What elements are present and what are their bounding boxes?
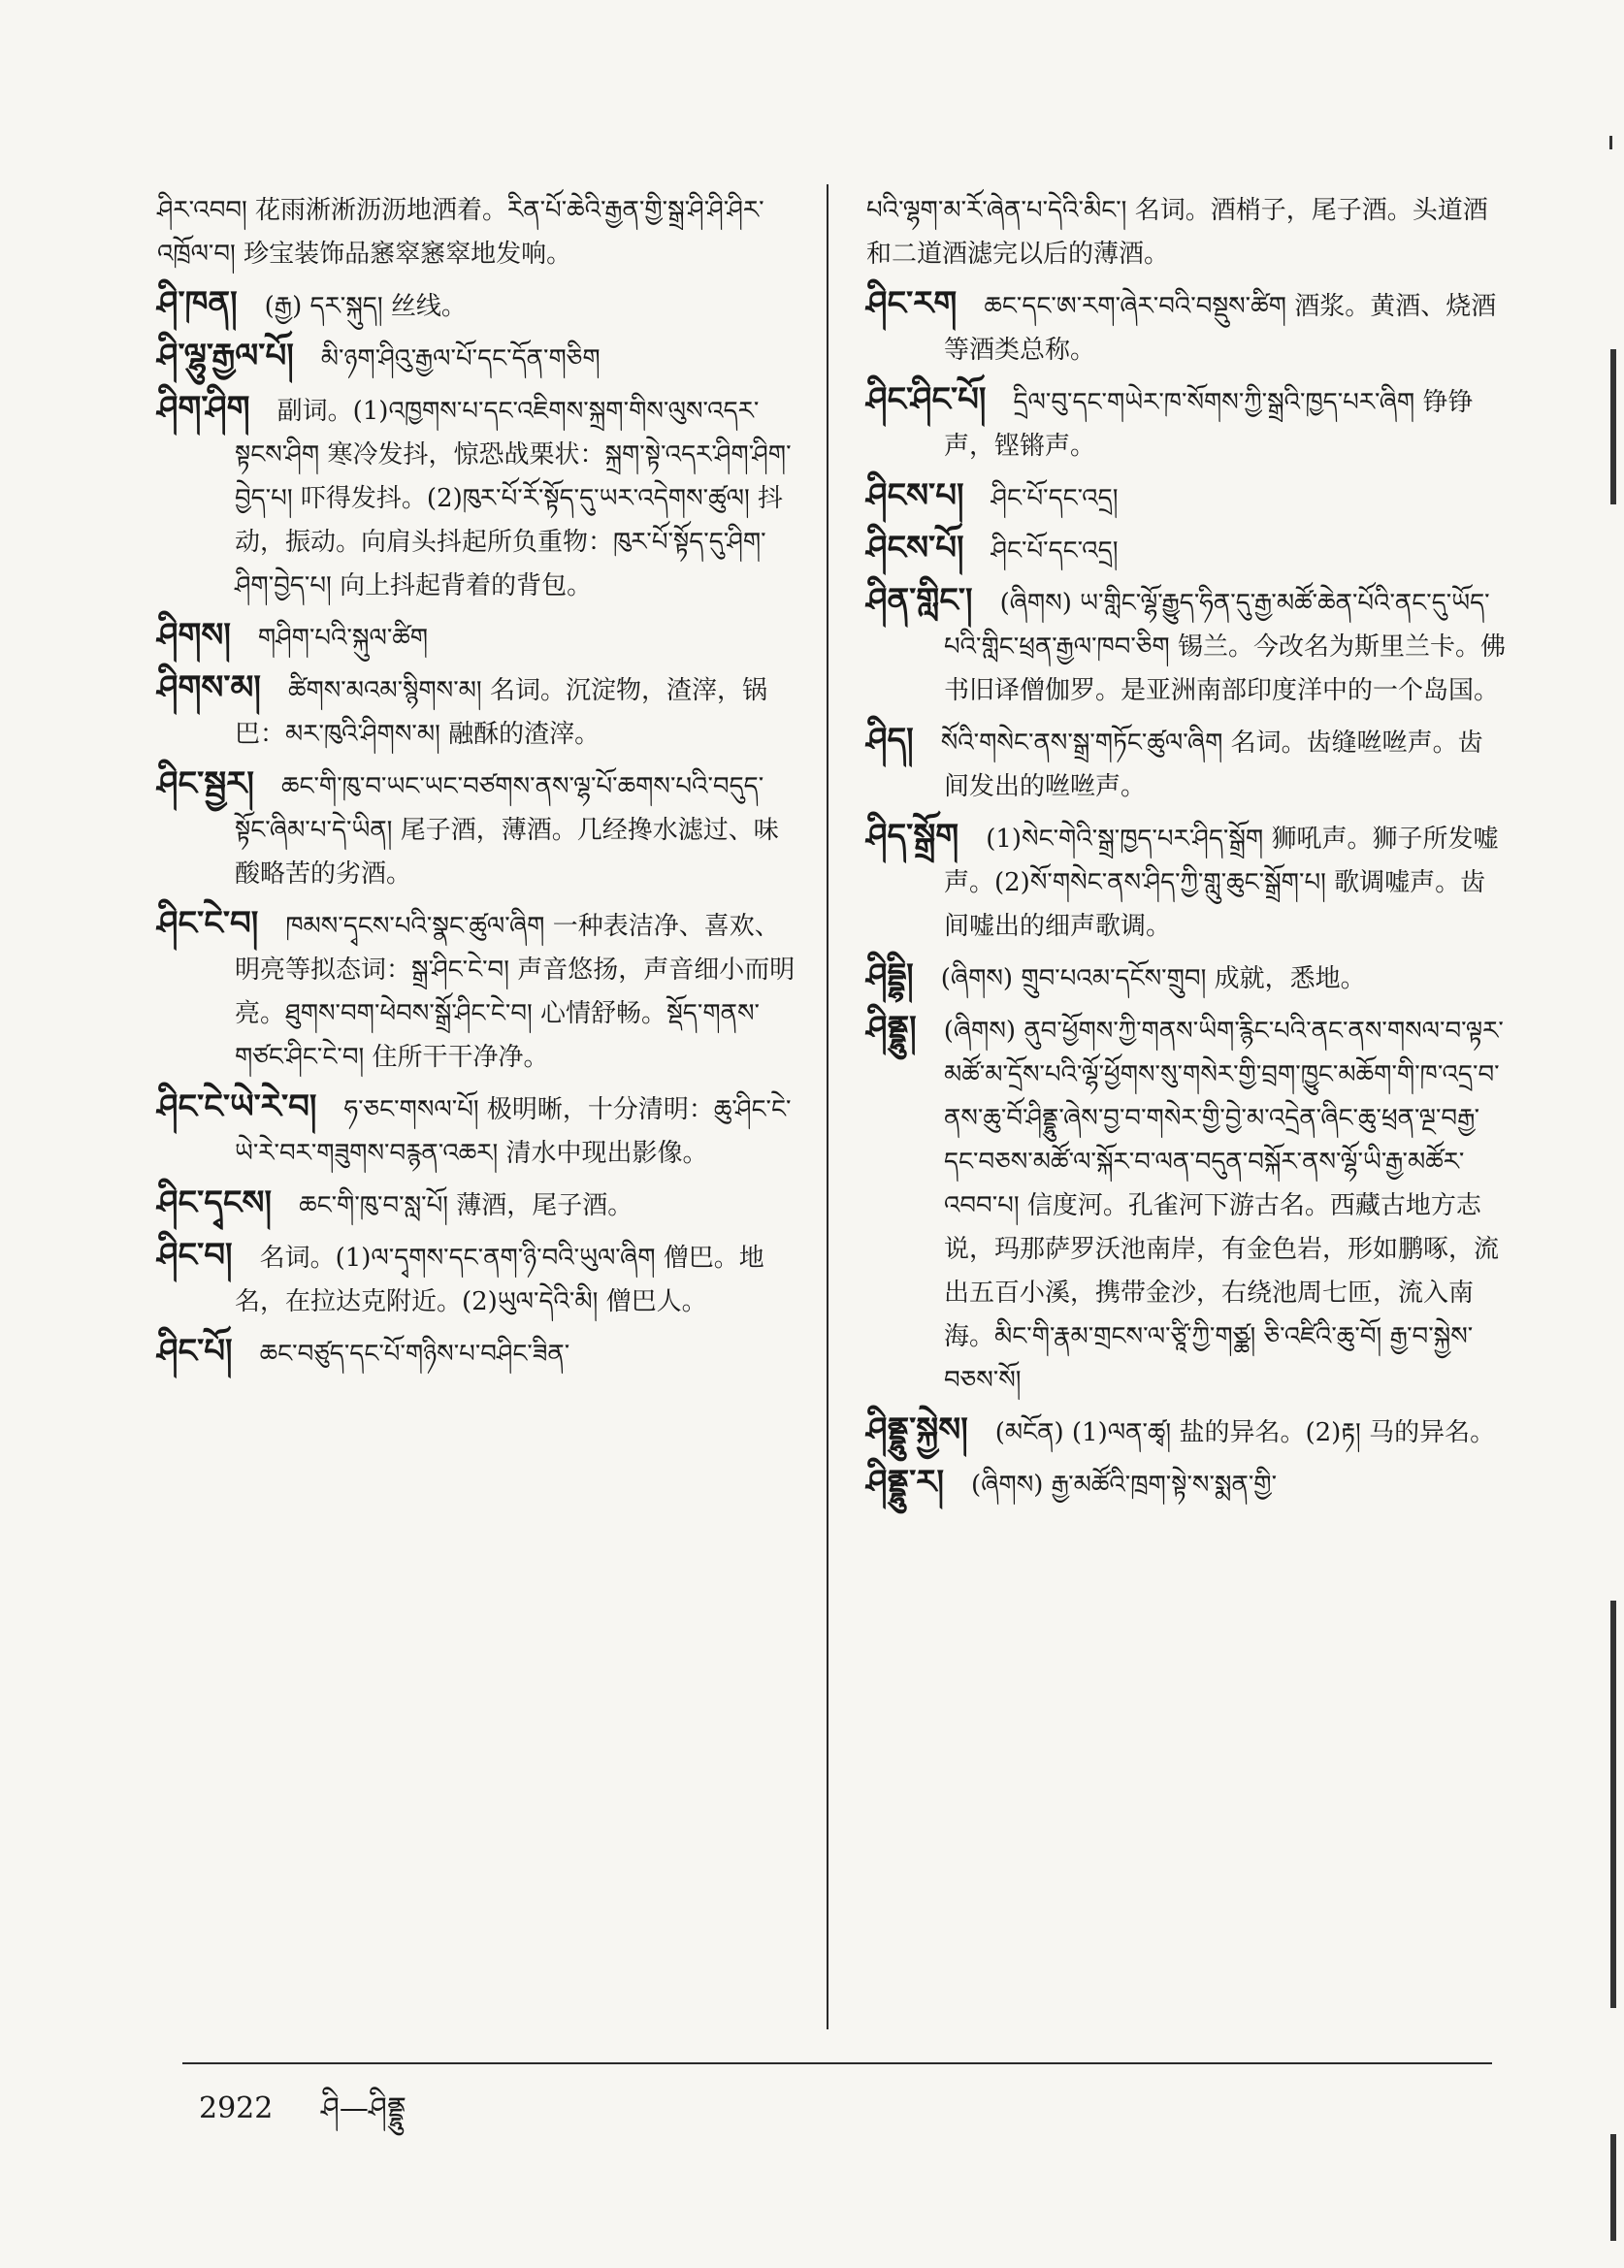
- entry-definition: (མངོན) (1)ལན་ཚྭ། 盐的异名。(2)རྟ། 马的异名。: [994, 1418, 1496, 1447]
- entry-headword: ཤིང་ཤིང་པོ།: [866, 380, 987, 419]
- dictionary-entry: [157, 902, 797, 1080]
- dictionary-entry: [157, 762, 797, 896]
- entry-definition: (ཞིགས) ཡ་གླིང་ལྷོ་རྒྱུད་ཧིན་དུ་རྒྱ་མཚོ་ཆེན་པོའི་ནང་དུ་ཡོད་པའི་གླིང་ཕྲན་རྒྱལ་ཁབ་ཅིག 锡兰。今改名为斯里兰卡。佛书旧译僧伽罗。是亚洲南部印度洋中的一个岛国。: [944, 589, 1506, 705]
- dictionary-entry: [866, 719, 1507, 809]
- entry-definition: ཚིགས་མའམ་སྙིགས་མ། 名词。沉淀物，渣滓，锅巴：མར་ཁུའི་ཤིགས་མ། 融酥的渣滓。: [235, 676, 767, 749]
- dictionary-entry: [866, 1409, 1507, 1455]
- dictionary-entry: [157, 335, 797, 381]
- dictionary-entry: [157, 666, 797, 757]
- entry-definition: 副词。(1)འཁྱགས་པ་དང་འཇིགས་སྐྲག་གིས་ལུས་འདར་སྟངས་ཤིག 寒冷发抖，惊恐战栗状：སྐྲག་སྟེ་འདར་ཤིག་ཤིག་བྱེད་པ། 吓得发抖。(2)ཁུར་པོ་རོ་སྟོད་དུ་ཡར་འདེགས་ཚུལ། 抖动，振动。向肩头抖起所负重物：ཁུར་པོ་སྟོད་དུ་ཤིག་ཤིག་བྱེད་པ། 向上抖起背着的背包。: [235, 397, 792, 600]
- entry-headword: ཤི་ཁན།: [157, 284, 238, 323]
- dictionary-entry: [157, 1085, 797, 1176]
- entry-definition: ཆང་གི་ཁུ་བ་སླ་པོ། 薄酒，尾子酒。: [299, 1191, 633, 1220]
- dictionary-entry: [866, 282, 1507, 373]
- dictionary-entry: [866, 378, 1507, 469]
- entry-headword: ཤིན་གླིང་།: [866, 581, 973, 620]
- entry-definition: (ཞིགས) གྲུབ་པའམ་དངོས་གྲུབ། 成就，悉地。: [940, 964, 1366, 993]
- entry-definition: ཤིང་པོ་དང་འདྲ།: [991, 536, 1119, 566]
- dictionary-entry: [157, 282, 797, 329]
- entry-definition: ཆང་བཙུད་དང་པོ་གཉིས་པ་བཤིང་ཟིན་: [259, 1340, 570, 1369]
- entry-headword: ཤིད།: [866, 721, 914, 760]
- entry-headword: ཤིདྡྷི།: [866, 956, 914, 995]
- entry-headword: ཤིགས་མ།: [157, 668, 261, 707]
- entry-headword: ཤིང་བ།: [157, 1236, 233, 1275]
- dictionary-entry: [157, 387, 797, 608]
- dictionary-entry: [866, 1461, 1507, 1507]
- entry-definition: ཤིར་འབབ། 花雨淅淅沥沥地洒着。རིན་པོ་ཆེའི་རྒྱན་གྱི་སྒྲ་ཤི་ཤི་ཤིར་འཁྲོལ་བ། 珍宝装饰品窸窣窸窣地发响。: [157, 196, 764, 269]
- page-footer: [199, 2076, 406, 2157]
- entry-headword: ཤིང་ངེ་ཡེ་རེ་བ།: [157, 1087, 317, 1126]
- entry-headword: ཤིང་སྦྱར།: [157, 764, 254, 803]
- entry-definition: སོའི་གསེང་ནས་སྒྲ་གཏོང་ཚུལ་ཞིག 名词。齿缝咝咝声。齿间发出的咝咝声。: [940, 729, 1483, 801]
- entry-definition: ཁམས་དྭངས་པའི་སྣང་ཚུལ་ཞིག 一种表洁净、喜欢、明亮等拟态词：སྒྲ་ཤིང་ངེ་བ། 声音悠扬，声音细小而明亮。ཐུགས་བག་ཕེབས་སྒྲོ་ཤིང་ངེ་བ། 心情舒畅。སྡོད་གནས་གཙང་ཤིང་ངེ་བ། 住所干干净净。: [235, 912, 796, 1072]
- dictionary-entry: [866, 955, 1507, 1001]
- entry-headword: ཤིནྡྷུ་སྐྱེས།: [866, 1410, 968, 1449]
- page-number: 2922: [199, 2091, 274, 2125]
- left-column: [157, 189, 797, 1382]
- entry-headword: ཤིགས།: [157, 616, 231, 655]
- dictionary-entry: [157, 614, 797, 661]
- dictionary-entry: [866, 474, 1507, 521]
- margin-marks: [1595, 0, 1624, 2268]
- dictionary-entry: [866, 189, 1507, 276]
- entry-headword: ཤིག་ཤིག: [157, 389, 250, 428]
- entry-definition: ཆང་གི་ཁུ་བ་ཡང་ཡང་བཙགས་ནས་ལྷ་པོ་ཆགས་པའི་བདུད་སྟོང་ཞིམ་པ་དེ་ཡིན། 尾子酒，薄酒。几经搀水滤过、味酸略苦的劣酒。: [235, 772, 779, 889]
- entry-headword: ཤིང་དྭངས།: [157, 1183, 273, 1222]
- dictionary-entry: [866, 579, 1507, 713]
- dictionary-entry: [157, 1234, 797, 1324]
- entry-headword: ཤིནྡྷུ།: [866, 1009, 917, 1048]
- entry-definition: (1)སེང་གེའི་སྒྲ་ཁྱད་པར་ཤིད་སྒྲོག 狮吼声。狮子所发嘘声。(2)སོ་གསེང་ནས་ཤིད་ཀྱི་གླུ་ཆུང་སྒྲོག་པ། 歌调嘘声。齿间嘘出的细声歌调。: [944, 825, 1499, 941]
- entry-definition: དྲིལ་བུ་དང་གཡེར་ཁ་སོགས་ཀྱི་སྒྲའི་ཁྱད་པར་ཞིག 铮铮声，铿锵声。: [944, 388, 1474, 461]
- entry-headword: ཤིནྡྷུ་ར།: [866, 1463, 945, 1502]
- entry-headword: ཤིང་ངེ་བ།: [157, 904, 259, 943]
- dictionary-entry: [157, 1182, 797, 1228]
- footer-rule: [182, 2062, 1492, 2064]
- entry-definition: (ཞིགས) ནུབ་ཕྱོགས་ཀྱི་གནས་ཡིག་རྙིང་པའི་ནང་ནས་གསལ་བ་ལྟར་མཚོ་མ་དྲོས་པའི་ལྷོ་ཕྱོགས་སུ་གསེར་གྱི་བྲག་ཁྱུང་མཆོག་གི་ཁ་འདྲ་བ་ནས་ཆུ་བོ་ཤིནྡྷུ་ཞེས་བྱ་བ་གསེར་གྱི་བྱེ་མ་འདྲེན་ཞིང་ཆུ་ཕྲན་ལྔ་བརྒྱ་དང་བཅས་མཚོ་ལ་སྐོར་བ་ལན་བདུན་བསྐོར་ནས་ལྷོ་ཡི་རྒྱ་མཚོར་འབབ་པ། 信度河。孔雀河下游古名。西藏古地方志说，玛那萨罗沃池南岸，有金色岩，形如鹏啄，流出五百小溪，携带金沙，右绕池周七匝，流入南海。མིང་གི་རྣམ་གྲངས་ལ་ཙཱི་ཀྱི་གཙྪ། ཅི་འཛིའི་ཆུ་བོ། རྒྱ་བ་སྐྱེས་བཅས་སོ།: [943, 1017, 1504, 1395]
- entry-headword: ཤི་ལྷུ་རྒྱལ་པོ།: [157, 337, 294, 375]
- entry-headword: ཤིད་སྒྲོག: [866, 817, 959, 856]
- entry-definition: གཤིག་པའི་སྐུལ་ཚིག: [257, 624, 429, 653]
- entry-definition: ཆང་དང་ཨ་རག་ཞེར་བའི་བསྡུས་ཚིག 酒浆。黄酒、烧酒等酒类总称。: [944, 292, 1497, 365]
- entry-definition: (ཞིགས) རྒྱ་མཚོའི་ཁྲག་སྟེ་ས་སྨན་གྱི་: [971, 1471, 1278, 1500]
- page-range: ཤི—ཤིནྡྷུ: [320, 2091, 406, 2125]
- entry-headword: ཤིང་རག: [866, 284, 958, 323]
- entry-headword: ཤིང་པོ།: [157, 1332, 233, 1371]
- column-divider: [827, 184, 828, 2029]
- right-column: [866, 189, 1507, 1513]
- entry-headword: ཤིངས་པ།: [866, 476, 964, 515]
- entry-definition: (རྒྱ) དར་སྐུད། 丝线。: [264, 292, 467, 321]
- entry-definition: ཧ་ཅང་གསལ་པོ། 极明晰，十分清明：ཆུ་ཤིང་ངེ་ཡེ་རེ་བར་གཟུགས་བརྙན་འཆར། 清水中现出影像。: [235, 1095, 792, 1168]
- dictionary-entry: [866, 527, 1507, 573]
- dictionary-entry: [866, 815, 1507, 949]
- dictionary-entry: [157, 189, 797, 276]
- entry-definition: པའི་ལྷག་མ་རོ་ཞེན་པ་དེའི་མིང་། 名词。酒梢子，尾子酒。头道酒和二道酒滤完以后的薄酒。: [866, 196, 1488, 269]
- entry-definition: མི་ཉག་ཤིའུ་རྒྱལ་པོ་དང་དོན་གཅིག: [320, 344, 601, 373]
- entry-definition: 名词。(1)ལ་དྭགས་དང་ནག་ཉི་བའི་ཡུལ་ཞིག 僧巴。地名，在拉达克附近。(2)ཡུལ་དེའི་མི། 僧巴人。: [235, 1244, 764, 1316]
- entry-definition: ཤིང་པོ་དང་འདྲ།: [991, 484, 1119, 513]
- dictionary-entry: [157, 1330, 797, 1377]
- entry-headword: ཤིངས་པོ།: [866, 529, 964, 567]
- dictionary-entry: [866, 1007, 1507, 1403]
